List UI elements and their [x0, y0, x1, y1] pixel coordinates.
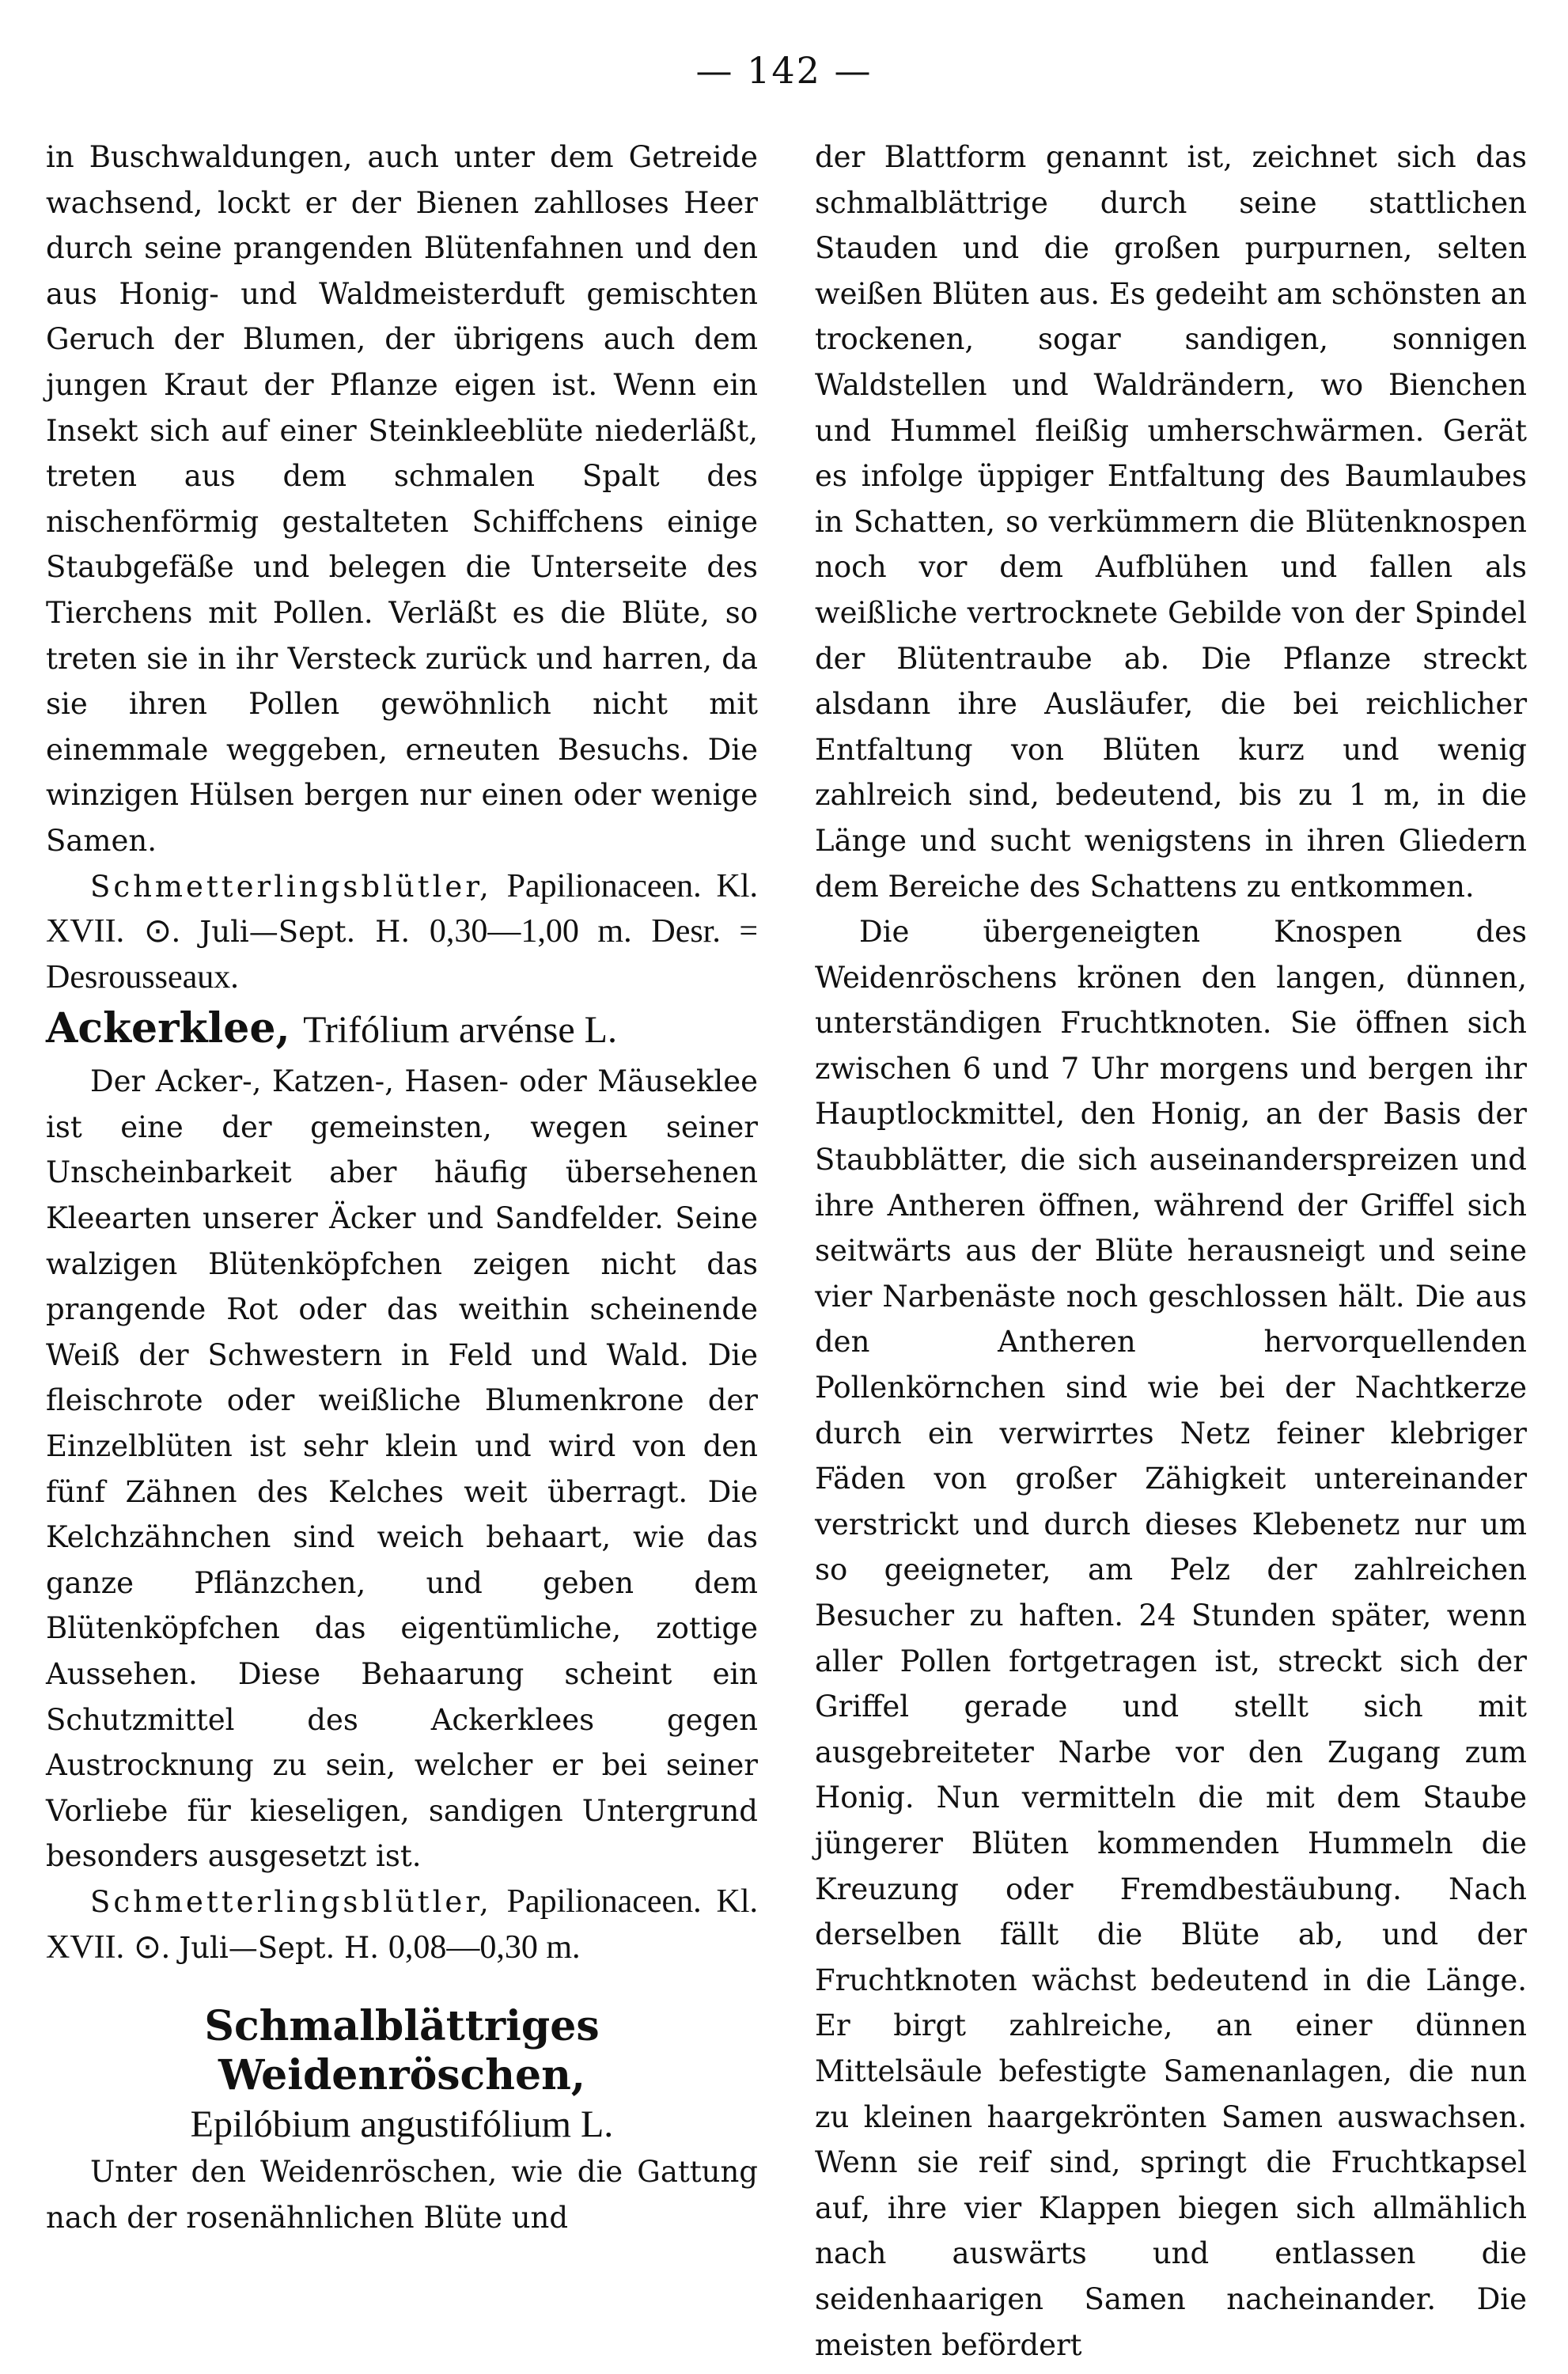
weidenroeschen-paragraph-continued: der Blattform genannt ist, zeichnet sich das schmalblättrige durch seine stattlichen Stauden und die großen purpurnen, selten weißen Blüten aus. Es gedeiht am schönsten an trockenen, sogar sandigen, sonnigen Waldstellen und Waldrändern, wo Bienchen und Hummel fleißig umherschwärmen. Gerät es infolge üppiger Entfaltung des Baumlaubes in Schatten, so verkümmern die Blütenknospen noch vor dem Aufblühen und fallen als weißliche vertrocknete Gebilde von der Spindel der Blütentraube ab. Die Pflanze streckt alsdann ihre Ausläufer, die bei reichlicher Entfaltung von Blüten kurz und wenig zahlreich sind, bedeutend, bis zu 1 m, in die Länge und sucht wenigstens in ihren Gliedern dem Bereiche des Schattens zu entkommen.: [815, 140, 1527, 904]
habitat-symbol: H.: [344, 1930, 380, 1965]
section-latin-name: Trifólium arvénse L.: [303, 1009, 617, 1052]
section-title: Schmalblättriges Weidenröschen,: [204, 2002, 600, 2100]
plant-height: 0,30—1,00 m.: [429, 913, 632, 950]
left-column: [46, 135, 758, 2240]
lifespan-symbol: ⊙.: [143, 913, 180, 950]
flowering-season: Juli—Sept.: [199, 915, 356, 950]
flowering-season: Juli—Sept.: [179, 1930, 335, 1965]
section-latin-name: Epilóbium angustifólium L.: [190, 2103, 614, 2146]
linnaean-class: Kl. XVII.: [46, 1883, 758, 1966]
section-heading-ackerklee: [46, 1000, 758, 1059]
section-heading-weidenroeschen: [46, 2002, 758, 2149]
linnaean-class: Kl. XVII.: [46, 867, 758, 950]
author-abbreviation: Desr. = Desrousseaux.: [46, 913, 759, 995]
section-title: Ackerklee,: [46, 1004, 290, 1053]
family-latin: Papilionaceen.: [506, 1883, 702, 1920]
family-name: Schmetterlingsblütler,: [90, 1884, 492, 1919]
melilot-paragraph-end: in Buschwaldungen, auch unter dem Getreide wachsend, lockt er der Bienen zahlloses Heer durch seine prangenden Blütenfahnen und den aus Honig- und Waldmeisterduft gemischten Geruch der Blumen, der übrigens auch dem jungen Kraut der Pflanze eigen ist. Wenn ein Insekt sich auf einer Steinkleeblüte niederläßt, treten aus dem schmalen Spalt des nischenförmig gestalteten Schiffchens einige Staubgefäße und belegen die Unterseite des Tierchens mit Pollen. Verläßt es die Blüte, so treten sie in ihr Versteck zurück und harren, da sie ihren Pollen gewöhnlich nicht mit einemmale weggeben, erneuten Besuchs. Die winzigen Hülsen bergen nur einen oder wenige Samen.: [46, 140, 758, 858]
family-latin: Papilionaceen.: [506, 867, 702, 904]
plant-height: 0,08—0,30 m.: [388, 1928, 581, 1966]
ackerklee-paragraph: Der Acker-, Katzen-, Hasen- oder Mäuseklee ist eine der gemeinsten, wegen seiner Unscheinbarkeit aber häufig übersehenen Kleearten unserer Äcker und Sandfelder. Seine walzigen Blütenköpfchen zeigen nicht das prangende Rot oder das weithin scheinende Weiß der Schwestern in Feld und Wald. Die fleischrote oder weißliche Blumenkrone der Einzelblüten ist sehr klein und wird von den fünf Zähnen des Kelches weit überragt. Die Kelchzähnchen sind weich behaart, wie das ganze Pflänzchen, und geben dem Blütenköpfchen das eigentümliche, zottige Aussehen. Diese Behaarung scheint ein Schutzmittel des Ackerklees gegen Austrocknung zu sein, welcher er bei seiner Vorliebe für kieseligen, sandigen Untergrund besonders ausgesetzt ist.: [46, 1064, 758, 1874]
weidenroeschen-pollination-paragraph: Die übergeneigten Knospen des Weidenröschens krönen den langen, dünnen, unterständigen Fruchtknoten. Sie öffnen sich zwischen 6 und 7 Uhr morgens und bergen ihr Hauptlockmittel, den Honig, an der Basis der Staubblätter, die sich auseinanderspreizen und ihre Antheren öffnen, während der Griffel sich seitwärts aus der Blüte herausneigt und seine vier Narbenäste noch geschlossen hält. Die aus den Antheren hervorquellenden Pollenkörnchen sind wie bei der Nachtkerze durch ein verwirrtes Netz feiner klebriger Fäden von großer Zähigkeit untereinander verstrickt und durch dieses Klebenetz nur um so geeigneter, am Pelz der zahlreichen Besucher zu haften. 24 Stunden später, wenn aller Pollen fortgetragen ist, streckt sich der Griffel gerade und stellt sich mit ausgebreiteter Narbe vor den Zugang zum Honig. Nun vermitteln die mit dem Staube jüngerer Blüten kommenden Hummeln die Kreuzung oder Fremdbestäubung. Nach derselben fällt die Blüte ab, und der Fruchtknoten wächst bedeutend in die Länge. Er birgt zahlreiche, an einer dünnen Mittelsäule befestigte Samenanlagen, die nun zu kleinen haargekrönten Samen auswachsen. Wenn sie reif sind, springt die Fruchtkapsel auf, ihre vier Klappen biegen sich allmählich nach auswärts und entlassen die seidenhaarigen Samen nacheinander. Die meisten befördert: [815, 915, 1527, 2362]
melilot-taxonomy: [46, 864, 758, 1001]
weidenroeschen-paragraph-start: Unter den Weidenröschen, wie die Gattung nach der rosenähnlichen Blüte und: [46, 2155, 758, 2235]
page-number: — 142 —: [695, 49, 873, 92]
lifespan-symbol: ⊙.: [133, 1928, 170, 1966]
habitat-symbol: H.: [375, 915, 411, 950]
family-name: Schmetterlingsblütler,: [90, 869, 492, 904]
ackerklee-taxonomy: [46, 1879, 758, 1970]
right-column: [815, 135, 1527, 2368]
